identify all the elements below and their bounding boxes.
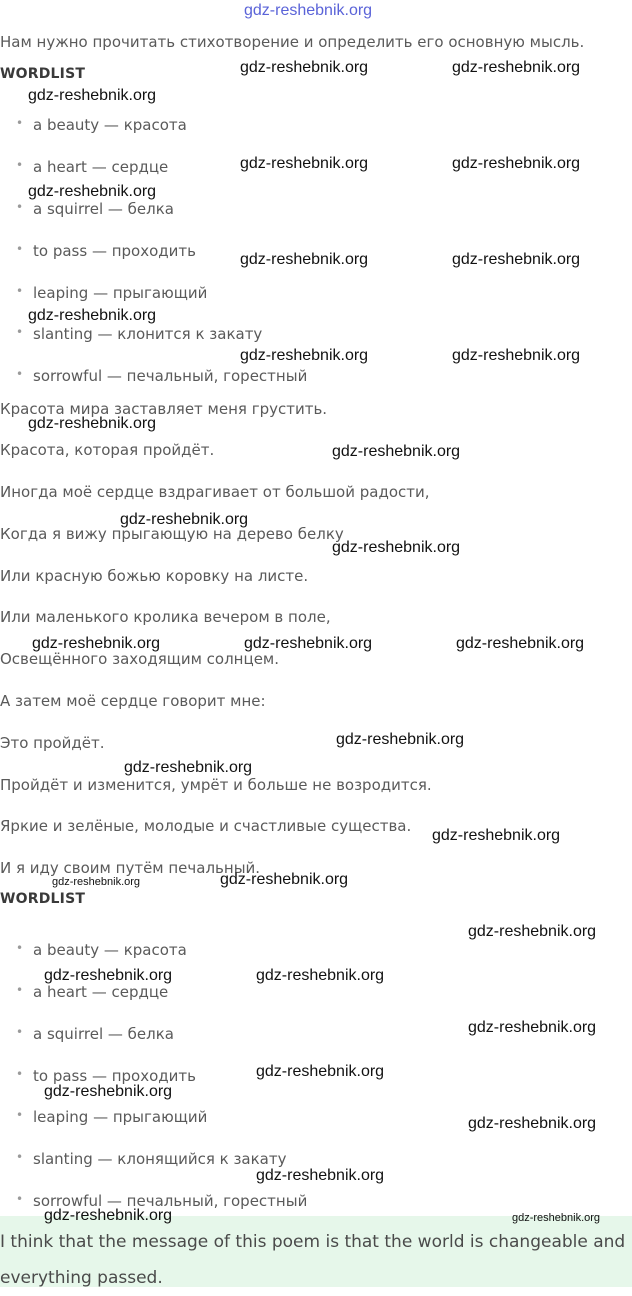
watermark: gdz-reshebnik.org xyxy=(468,923,597,940)
watermark: gdz-reshebnik.org xyxy=(332,443,461,460)
watermark: gdz-reshebnik.org xyxy=(256,1063,385,1080)
answer-block xyxy=(0,1216,632,1287)
watermark: gdz-reshebnik.org xyxy=(256,967,385,984)
watermark: gdz-reshebnik.org xyxy=(240,251,369,268)
poem-line: Яркие и зелёные, молодые и счастливые существа. xyxy=(0,817,412,835)
poem-line: Красота мира заставляет меня грустить. xyxy=(0,400,328,418)
watermark: gdz-reshebnik.org xyxy=(452,347,581,364)
list-item: • a heart — сердце xyxy=(16,158,169,176)
watermark: gdz-reshebnik.org xyxy=(336,731,465,748)
list-item: • slanting — клонящийся к закату xyxy=(16,1150,287,1168)
watermark: gdz-reshebnik.org xyxy=(240,59,369,76)
list-item: • leaping — прыгающий xyxy=(16,1108,208,1126)
list-item: • sorrowful — печальный, горестный xyxy=(16,1192,308,1210)
answer-text: I think that the message of this poem is that the world is changeable and everything passed. xyxy=(0,1232,626,1288)
watermark: gdz-reshebnik.org xyxy=(452,59,581,76)
watermark: gdz-reshebnik.org xyxy=(452,155,581,172)
poem-line: И я иду своим путём печальный. xyxy=(0,859,261,877)
watermark: gdz-reshebnik.org xyxy=(332,539,461,556)
watermark: gdz-reshebnik.org xyxy=(244,635,373,652)
watermark: gdz-reshebnik.org xyxy=(220,871,349,888)
list-item: • leaping — прыгающий xyxy=(16,284,208,302)
watermark: gdz-reshebnik.org xyxy=(120,511,249,528)
list-item: • a squirrel — белка xyxy=(16,1025,174,1043)
wordlist-heading: WORDLIST xyxy=(0,66,86,82)
watermark: gdz-reshebnik.org xyxy=(28,415,157,432)
list-item: • a beauty — красота xyxy=(16,941,187,959)
poem-line: Или маленького кролика вечером в поле, xyxy=(0,608,331,626)
watermark: gdz-reshebnik.org xyxy=(44,1207,173,1224)
watermark: gdz-reshebnik.org xyxy=(124,759,253,776)
wordlist-heading: WORDLIST xyxy=(0,891,86,907)
watermark: gdz-reshebnik.org xyxy=(468,1115,597,1132)
poem-line: Красота, которая пройдёт. xyxy=(0,441,215,459)
watermark: gdz-reshebnik.org xyxy=(456,635,585,652)
intro-text: Нам нужно прочитать стихотворение и определить его основную мысль. xyxy=(0,33,585,51)
poem-line: А затем моё сердце говорит мне: xyxy=(0,692,266,710)
watermark: gdz-reshebnik.org xyxy=(44,967,173,984)
poem-line: Когда я вижу прыгающую на дерево белку xyxy=(0,525,344,543)
poem-line: Пройдёт и изменится, умрёт и больше не возродится. xyxy=(0,776,432,794)
watermark: gdz-reshebnik.org xyxy=(432,827,561,844)
poem-line: Освещённого заходящим солнцем. xyxy=(0,650,280,668)
watermark: gdz-reshebnik.org xyxy=(28,307,157,324)
watermark: gdz-reshebnik.org xyxy=(256,1167,385,1184)
watermark: gdz-reshebnik.org xyxy=(468,1019,597,1036)
watermark: gdz-reshebnik.org xyxy=(28,87,157,104)
list-item: • a heart — сердце xyxy=(16,983,169,1001)
watermark: gdz-reshebnik.org xyxy=(52,876,141,888)
watermark: gdz-reshebnik.org xyxy=(452,251,581,268)
watermark: gdz-reshebnik.org xyxy=(512,1212,601,1224)
poem-line: Иногда моё сердце вздрагивает от большой радости, xyxy=(0,483,430,501)
list-item: • a squirrel — белка xyxy=(16,200,174,218)
poem-line: Или красную божью коровку на листе. xyxy=(0,567,309,585)
list-item: • slanting — клонится к закату xyxy=(16,325,263,343)
watermark: gdz-reshebnik.org xyxy=(240,347,369,364)
watermark-top: gdz-reshebnik.org xyxy=(244,2,373,19)
list-item: • to pass — проходить xyxy=(16,1067,196,1085)
list-item: • sorrowful — печальный, горестный xyxy=(16,367,308,385)
list-item: • to pass — проходить xyxy=(16,242,196,260)
watermark: gdz-reshebnik.org xyxy=(32,635,161,652)
list-item: • a beauty — красота xyxy=(16,116,187,134)
watermark: gdz-reshebnik.org xyxy=(28,183,157,200)
watermark: gdz-reshebnik.org xyxy=(44,1083,173,1100)
watermark: gdz-reshebnik.org xyxy=(240,155,369,172)
poem-line: Это пройдёт. xyxy=(0,734,105,752)
